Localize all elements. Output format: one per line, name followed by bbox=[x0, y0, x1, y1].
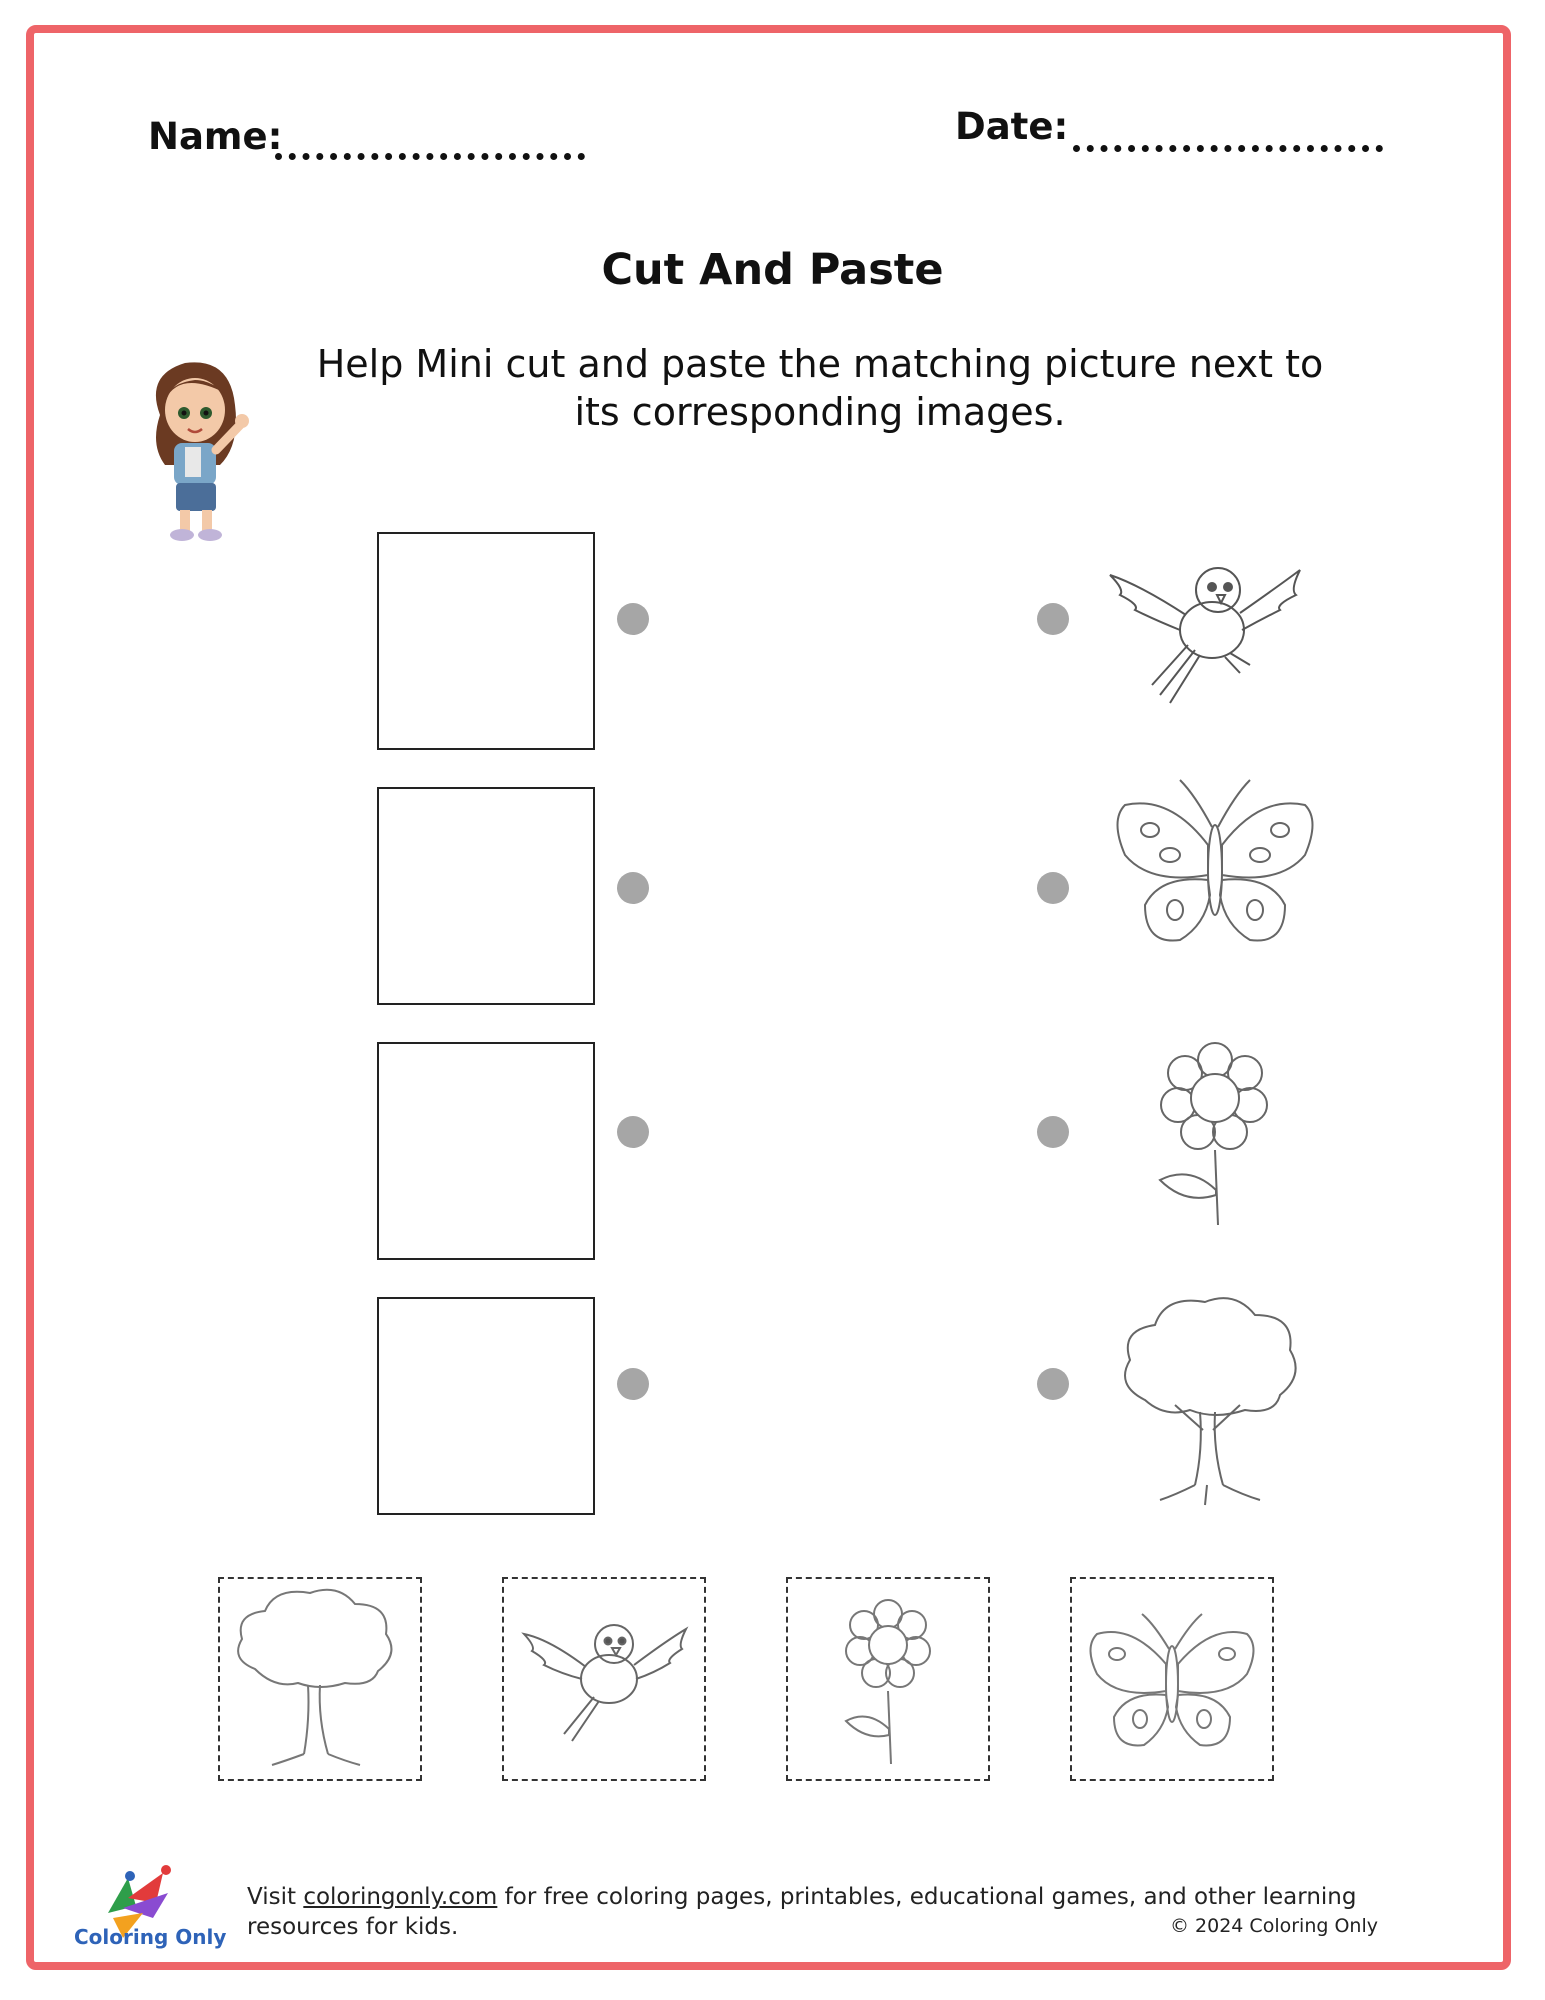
tree-icon bbox=[1115, 1290, 1305, 1510]
logo-text: Coloring Only bbox=[74, 1925, 227, 1949]
bird-icon bbox=[1100, 545, 1310, 715]
page-title: Cut And Paste bbox=[601, 245, 944, 295]
left-dot-4[interactable] bbox=[617, 1368, 649, 1400]
cutout-tree[interactable] bbox=[218, 1577, 422, 1781]
footer-prefix: Visit bbox=[247, 1884, 304, 1910]
right-dot-3[interactable] bbox=[1037, 1116, 1069, 1148]
cutout-butterfly[interactable] bbox=[1070, 1577, 1274, 1781]
paste-box-3[interactable] bbox=[377, 1042, 595, 1260]
left-dot-1[interactable] bbox=[617, 603, 649, 635]
right-dot-1[interactable] bbox=[1037, 603, 1069, 635]
butterfly-icon bbox=[1110, 775, 1320, 950]
date-label: Date: bbox=[955, 105, 1069, 148]
copyright-text: © 2024 Coloring Only bbox=[1170, 1915, 1378, 1937]
footer-link[interactable]: coloringonly.com bbox=[303, 1884, 498, 1910]
left-dot-2[interactable] bbox=[617, 872, 649, 904]
instruction-text: Help Mini cut and paste the matching picture next to its corresponding images. bbox=[316, 342, 1324, 434]
left-dot-3[interactable] bbox=[617, 1116, 649, 1148]
name-label: Name: bbox=[148, 115, 283, 158]
butterfly-icon bbox=[1072, 1579, 1272, 1779]
paste-box-1[interactable] bbox=[377, 532, 595, 750]
cutout-bird[interactable] bbox=[502, 1577, 706, 1781]
cutout-flower[interactable] bbox=[786, 1577, 990, 1781]
paste-box-4[interactable] bbox=[377, 1297, 595, 1515]
right-dot-2[interactable] bbox=[1037, 872, 1069, 904]
flower-icon bbox=[788, 1579, 988, 1779]
flower-icon bbox=[1150, 1040, 1280, 1230]
bird-icon bbox=[504, 1579, 704, 1779]
right-dot-4[interactable] bbox=[1037, 1368, 1069, 1400]
footer-suffix: for free coloring pages, printables, educational games, and other learning resources for kids. bbox=[247, 1884, 1357, 1940]
date-line[interactable] bbox=[1073, 145, 1383, 152]
tree-icon bbox=[220, 1579, 420, 1779]
name-line[interactable] bbox=[275, 153, 585, 160]
paste-box-2[interactable] bbox=[377, 787, 595, 1005]
mascot-girl-icon bbox=[140, 355, 255, 545]
